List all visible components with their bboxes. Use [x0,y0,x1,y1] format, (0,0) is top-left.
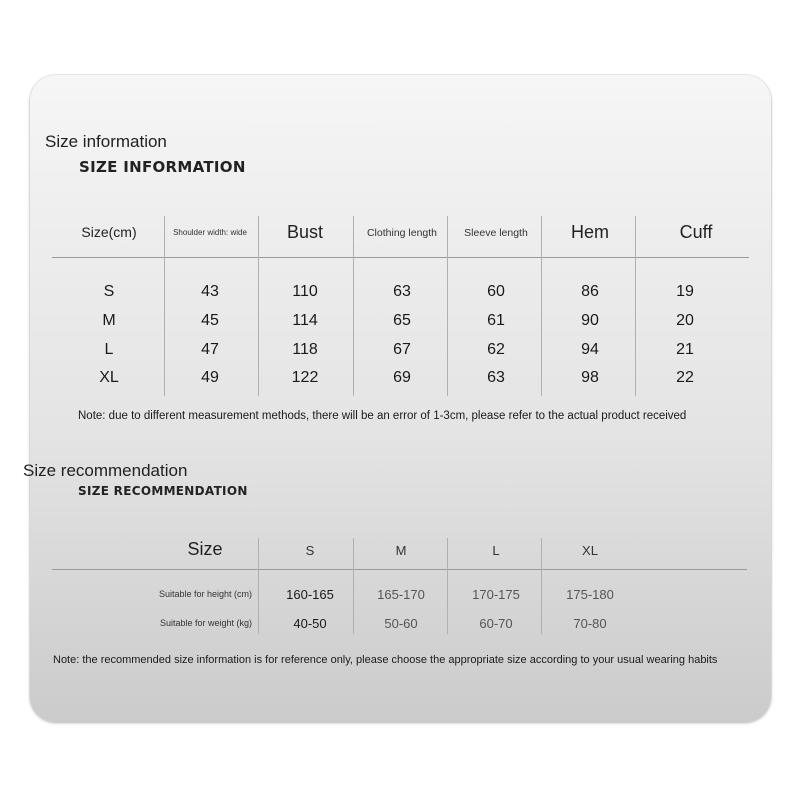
column-divider [541,216,542,396]
header-size-cm: Size(cm) [81,224,137,240]
shoulder-value: 49 [201,369,219,386]
height-row-label: Suitable for height (cm) [158,589,252,599]
table-divider [52,257,749,258]
header-cuff: Cuff [679,222,713,242]
cuff-value: 20 [676,312,694,329]
hem-value: 86 [581,283,599,300]
bust-value: 110 [292,283,318,300]
recommendation-note: Note: the recommended size information is for reference only, please choose the appropriate size according to your usual wearing habits [53,654,718,666]
column-divider [447,216,448,396]
header-size-l: L [492,543,500,558]
header-bust: Bust [286,222,324,242]
hem-value: 94 [581,341,599,358]
header-sleeve-length: Sleeve length [464,227,528,239]
sleeve-length-value: 60 [487,283,505,300]
hem-value: 98 [581,369,599,386]
column-divider [258,538,259,634]
shoulder-value: 43 [201,283,219,300]
cuff-value: 21 [676,341,694,358]
size-recommendation-title: Size recommendation [23,461,188,480]
column-divider [164,216,165,396]
clothing-length-value: 65 [393,312,411,329]
weight-value: 70-80 [573,616,607,631]
header-size-s: S [305,543,315,558]
header-shoulder-width: Shoulder width: wide [173,228,247,237]
height-value: 170-175 [472,587,520,602]
size-cell: S [103,283,115,300]
clothing-length-value: 67 [393,341,411,358]
cuff-value: 22 [676,369,694,386]
size-information-title: Size information [45,132,167,151]
measurement-note: Note: due to different measurement methods, there will be an error of 1-3cm, please refer to the actual product received [78,410,687,422]
column-divider [353,538,354,634]
header-size-xl: XL [582,543,598,558]
clothing-length-value: 69 [393,369,411,386]
size-recommendation-subtitle: SIZE RECOMMENDATION [78,484,248,498]
cuff-value: 19 [676,283,694,300]
bust-value: 122 [291,369,319,386]
weight-value: 40-50 [293,616,327,631]
sleeve-length-value: 61 [487,312,505,329]
height-value: 175-180 [566,587,614,602]
header-clothing-length: Clothing length [366,227,438,239]
hem-value: 90 [581,312,599,329]
weight-value: 50-60 [384,616,418,631]
size-information-subtitle: SIZE INFORMATION [79,158,246,176]
size-cell: M [102,312,116,329]
bust-value: 114 [292,312,318,329]
header-size: Size [187,539,223,559]
clothing-length-value: 63 [393,283,411,300]
sleeve-length-value: 62 [487,341,505,358]
weight-row-label: Suitable for weight (kg) [159,618,252,628]
sleeve-length-value: 63 [487,369,505,386]
table-divider [52,569,747,570]
height-value: 165-170 [377,587,425,602]
size-cell: L [104,341,114,358]
shoulder-value: 47 [201,341,219,358]
column-divider [635,216,636,396]
header-hem: Hem [570,222,610,242]
column-divider [353,216,354,396]
shoulder-value: 45 [201,312,219,329]
header-size-m: M [395,543,407,558]
weight-value: 60-70 [479,616,513,631]
size-cell: XL [99,369,119,386]
column-divider [447,538,448,634]
bust-value: 118 [292,341,318,358]
column-divider [258,216,259,396]
column-divider [541,538,542,634]
height-value: 160-165 [286,587,334,602]
